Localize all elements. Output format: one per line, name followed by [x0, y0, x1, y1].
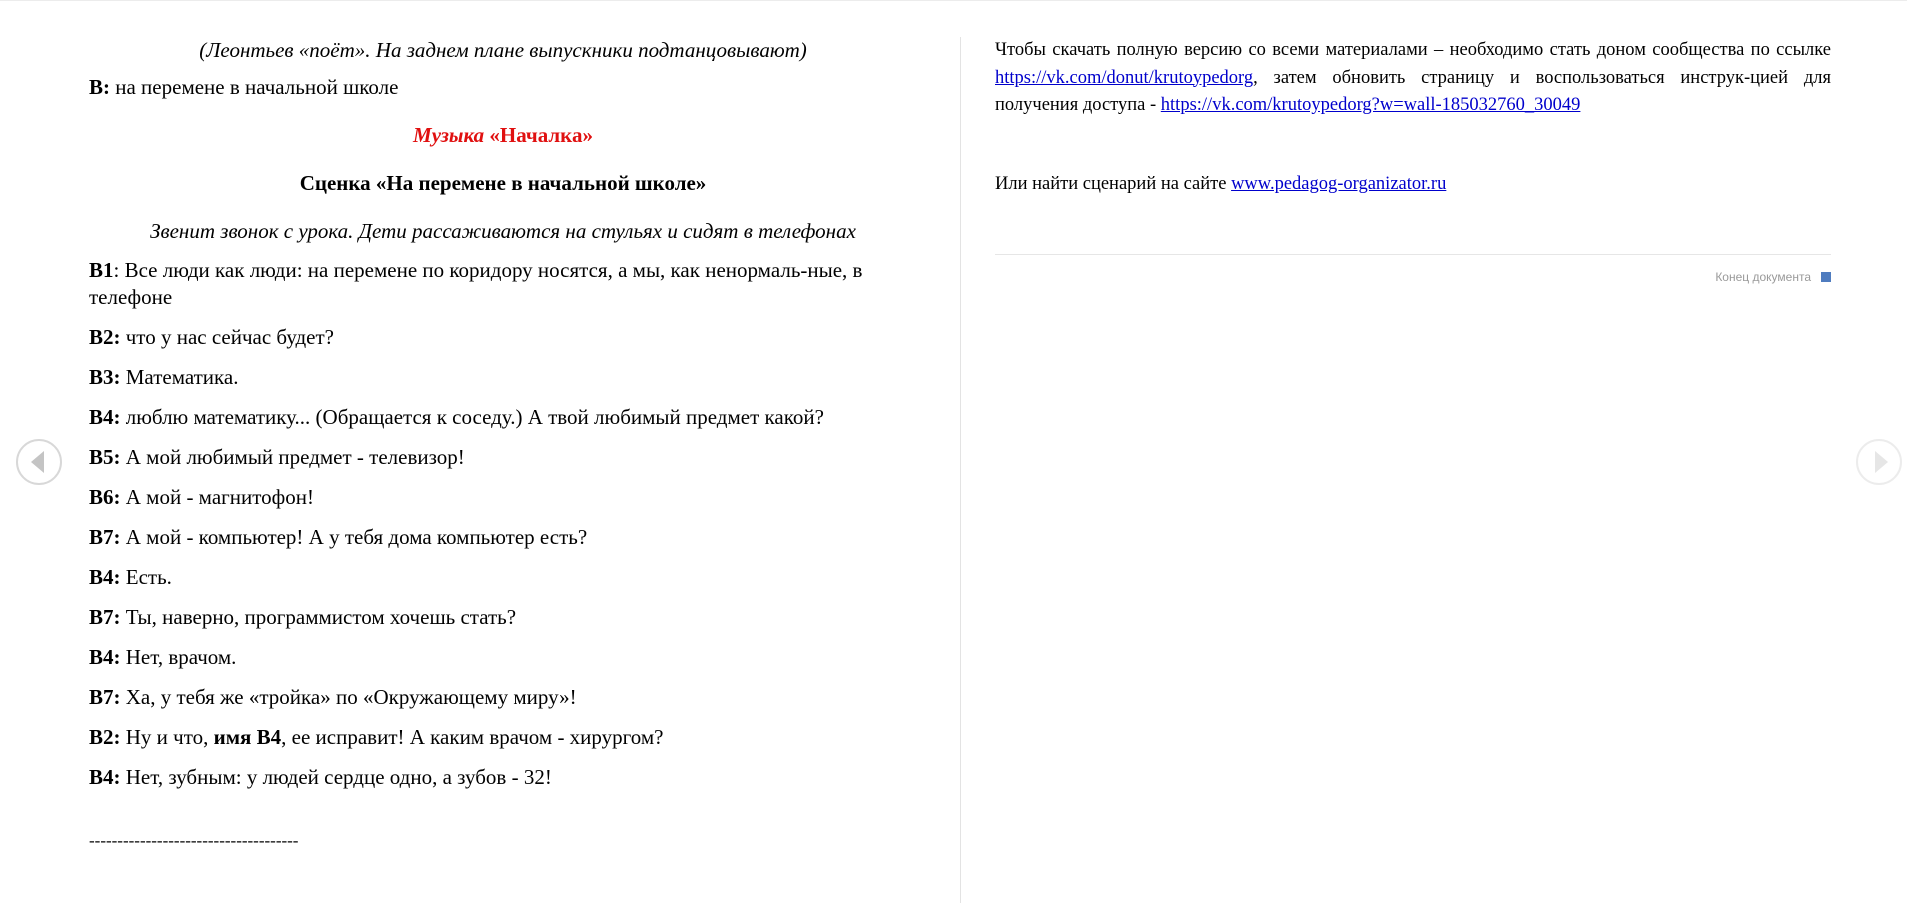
- speaker-label: В2:: [89, 325, 121, 349]
- lead-in-line: [89, 74, 917, 101]
- wall-post-link[interactable]: https://vk.com/krutoypedorg?w=wall-185032760_30049: [1160, 95, 1581, 115]
- speaker-label: В7:: [89, 525, 121, 549]
- speaker-label: В4:: [89, 645, 121, 669]
- donut-link[interactable]: https://vk.com/donut/krutoypedorg: [995, 67, 1254, 88]
- line-text: что у нас сейчас будет?: [120, 325, 334, 349]
- speaker-label: В7:: [89, 685, 121, 709]
- dialogue-line: [89, 484, 917, 511]
- line-text: Есть.: [120, 565, 172, 589]
- dialogue-line: [89, 257, 917, 311]
- previous-page-button[interactable]: [16, 439, 62, 485]
- line-text: Нет, врачом.: [120, 645, 237, 669]
- dialogue-line: [89, 564, 917, 591]
- dialogue-line: [89, 404, 917, 431]
- music-cue: [89, 122, 917, 149]
- dialogue-line: [89, 604, 917, 631]
- paragraph-text: , затем обновить страницу и воспользоваться инструк-цией для получения доступа -: [995, 67, 1831, 115]
- line-text: А мой - магнитофон!: [120, 485, 314, 509]
- dialogue-line: [89, 364, 917, 391]
- speaker-label: В4:: [89, 765, 121, 789]
- speaker-label: В:: [89, 75, 110, 99]
- paragraph-text: Или найти сценарий на сайте: [995, 173, 1232, 194]
- dialogue-line: [89, 644, 917, 671]
- speaker-label: В6:: [89, 485, 121, 509]
- dialogue-line: [89, 724, 917, 751]
- end-square-icon: [1821, 272, 1831, 282]
- line-text: Ты, наверно, программистом хочешь стать?: [120, 605, 517, 629]
- paragraph-text: Чтобы скачать полную версию со всеми материалами – необходимо стать доном сообщества по ссылке: [995, 40, 1831, 60]
- speaker-label: В7:: [89, 605, 121, 629]
- stage-direction-scene: Звенит звонок с урока. Дети рассаживаются на стульях и сидят в телефонах: [150, 219, 856, 243]
- speaker-label: В4:: [89, 565, 121, 589]
- site-link[interactable]: www.pedagog-organizator.ru: [1231, 173, 1447, 194]
- next-page-button[interactable]: [1856, 439, 1902, 485]
- end-of-document-label: Конец документа: [1715, 270, 1811, 284]
- line-text: на перемене в начальной школе: [110, 75, 399, 99]
- line-text: Ха, у тебя же «тройка» по «Окружающему миру»!: [120, 685, 577, 709]
- dialogue-line: [89, 324, 917, 351]
- site-info-paragraph: [995, 171, 1831, 199]
- chevron-left-icon: [31, 451, 44, 473]
- page-separator: -------------------------------------: [89, 831, 299, 850]
- line-text: Математика.: [120, 365, 239, 389]
- line-text: : Все люди как люди: на перемене по коридору носятся, а мы, как ненормаль-ные, в телефоне: [89, 258, 863, 309]
- page-divider: [960, 37, 961, 903]
- line-text: люблю математику... (Обращается к соседу.) А твой любимый предмет какой?: [120, 405, 824, 429]
- dialogue-line: [89, 764, 917, 791]
- speaker-label: В1: [89, 258, 114, 282]
- stage-direction-intro: (Леонтьев «поёт». На заднем плане выпускники подтанцовывают): [199, 38, 807, 62]
- chevron-right-icon: [1875, 451, 1888, 473]
- dialogue-line: [89, 444, 917, 471]
- speaker-label: В5:: [89, 445, 121, 469]
- line-text: Нет, зубным: у людей сердце одно, а зубов - 32!: [120, 765, 552, 789]
- speaker-label: В2:: [89, 725, 121, 749]
- left-page: [89, 37, 917, 851]
- end-of-document-rule: [995, 254, 1831, 255]
- end-of-document-marker: [1715, 270, 1831, 284]
- scene-title: Сценка «На перемене в начальной школе»: [299, 171, 707, 195]
- dialogue: [89, 257, 917, 791]
- speaker-label: В4:: [89, 405, 121, 429]
- right-page: [995, 37, 1831, 198]
- music-title: «Началка»: [484, 123, 593, 147]
- line-text: А мой любимый предмет - телевизор!: [120, 445, 465, 469]
- speaker-label: В3:: [89, 365, 121, 389]
- line-text: , ее исправит! А каким врачом - хирургом?: [281, 725, 664, 749]
- name-placeholder: имя В4: [213, 725, 282, 749]
- dialogue-line: [89, 524, 917, 551]
- download-info-paragraph: [995, 37, 1831, 120]
- line-text: А мой - компьютер! А у тебя дома компьютер есть?: [120, 525, 588, 549]
- line-text: Ну и что,: [120, 725, 214, 749]
- dialogue-line: [89, 684, 917, 711]
- music-label: Музыка: [413, 123, 485, 147]
